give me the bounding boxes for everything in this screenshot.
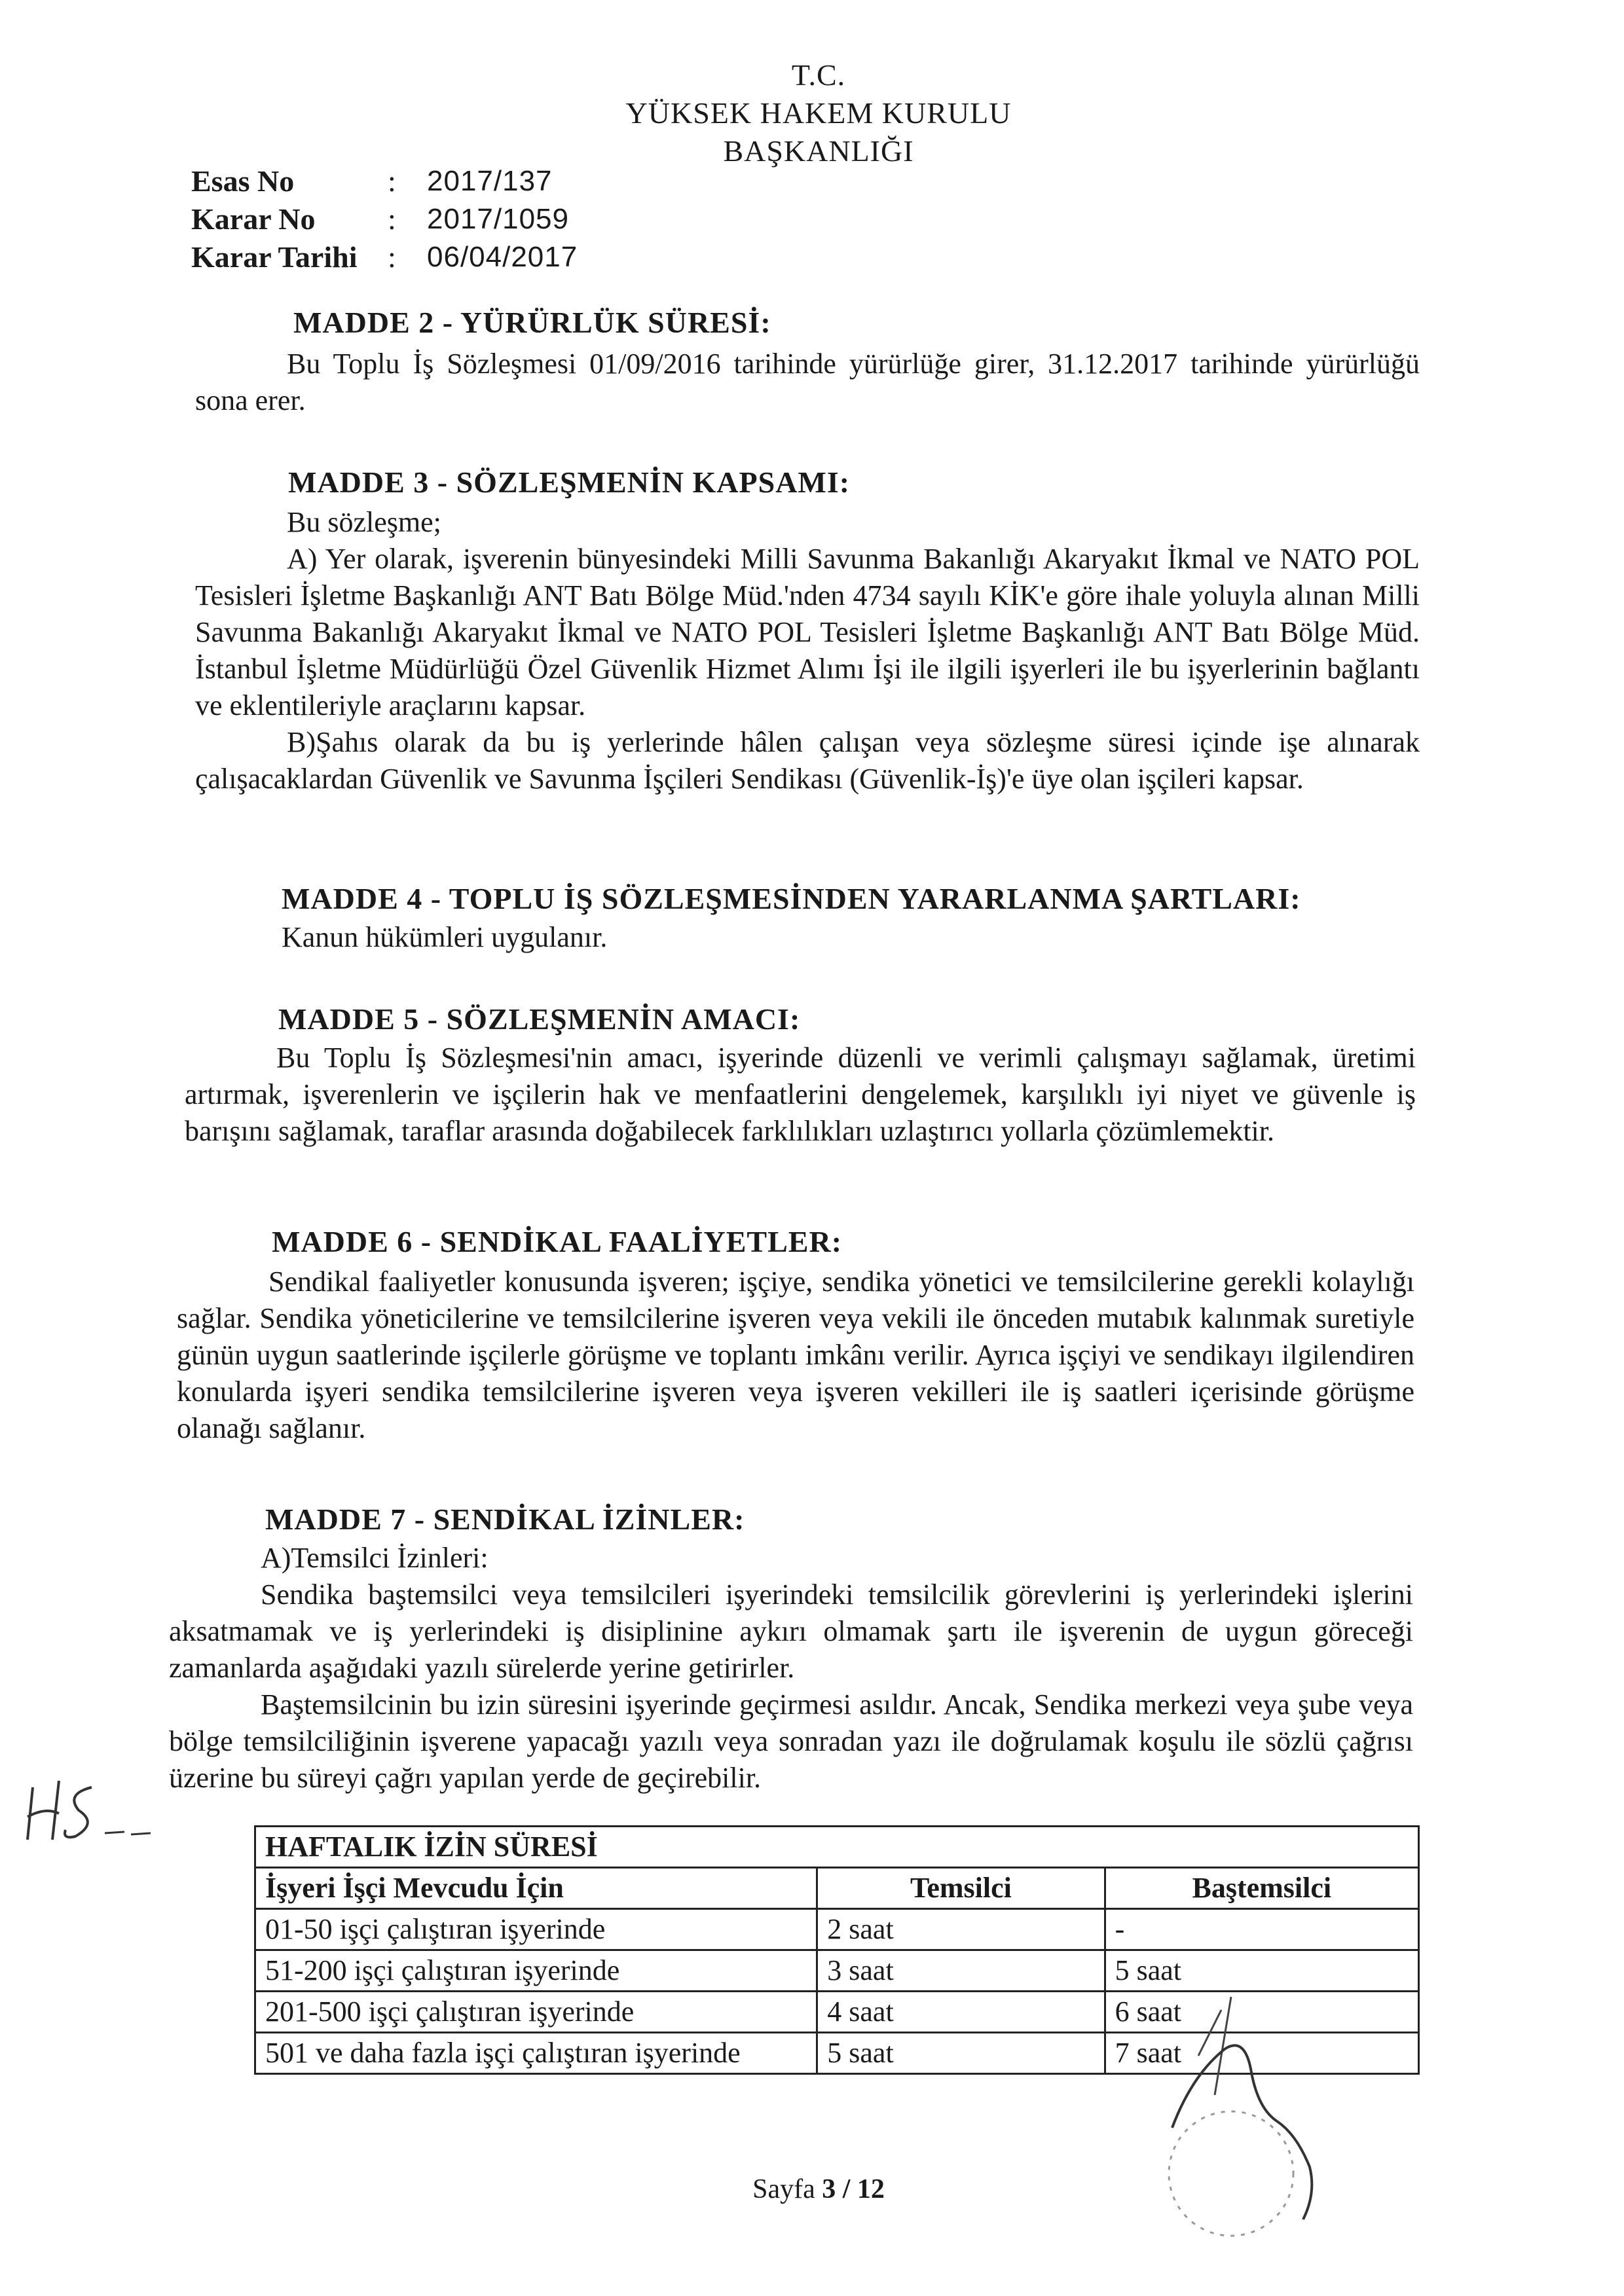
table-cell: -: [1105, 1909, 1418, 1950]
madde7-heading: MADDE 7 - SENDİKAL İZİNLER:: [265, 1503, 745, 1536]
table-title-row: [255, 1827, 1419, 1868]
madde3-clause-b: B)Şahıs olarak da bu iş yerlerinde hâlen çalışan veya sözleşme süresi içinde işe alınarak çalışacaklardan Güvenlik ve Savunma İşçileri Sendikası (Güvenlik-İş)'e üye olan işçileri kapsar.: [195, 726, 1420, 795]
header-presidency: BAŞKANLIĞI: [723, 134, 914, 168]
page-total: 12: [857, 2174, 885, 2204]
madde3-intro: Bu sözleşme;: [287, 506, 441, 538]
madde2-heading: MADDE 2 - YÜRÜRLÜK SÜRESİ:: [293, 306, 771, 339]
madde4-heading: MADDE 4 - TOPLU İŞ SÖZLEŞMESİNDEN YARARLANMA ŞARTLARI:: [282, 882, 1301, 915]
karar-label: Karar No: [191, 202, 316, 236]
colon: :: [388, 164, 396, 198]
header-tc: T.C.: [791, 58, 846, 92]
esas-value: 2017/137: [427, 165, 553, 197]
madde7-body: [169, 1540, 1413, 1796]
table-cell: 01-50 işçi çalıştıran işyerinde: [255, 1909, 817, 1950]
esas-row: [191, 162, 578, 200]
page-separator: /: [842, 2174, 851, 2204]
column-header: Temsilci: [817, 1868, 1105, 1909]
handwritten-initials-signature: [13, 1761, 157, 1853]
table-cell: 501 ve daha fazla işçi çalıştıran işyerinde: [255, 2033, 817, 2074]
madde7-paragraph-1: Sendika baştemsilci veya temsilcileri işyerindeki temsilcilik görevlerini iş yerlerindeki işlerini aksatmamak ve iş yerlerindeki iş disiplinine aykırı olmamak şartı ile işverenin de uygun göreceği zamanlarda aşağıdaki yazılı sürelerde yerine getirirler.: [169, 1578, 1413, 1684]
table-cell: 2 saat: [817, 1909, 1105, 1950]
karar-value: 2017/1059: [427, 203, 569, 235]
tarih-row: [191, 238, 578, 276]
table-cell: 5 saat: [817, 2033, 1105, 2074]
madde3-clause-a: A) Yer olarak, işverenin bünyesindeki Milli Savunma Bakanlığı Akaryakıt İkmal ve NATO POL Tesisleri İşletme Başkanlığı ANT Batı Bölge Müd.'nden 4734 sayılı KİK'e göre ihale yoluyla alınan Milli Savunma Bakanlığı Akaryakıt İkmal ve NATO POL Tesisleri İşletme Başkanlığı ANT Batı Bölge Müd. İstanbul İşletme Müdürlüğü Özel Güvenlik Hizmet Alımı İşi ile ilgili işyerleri ile bu işyerlerinin bağlantı ve eklentileriyle araçlarını kapsar.: [195, 543, 1420, 721]
madde6-body: [177, 1264, 1414, 1447]
page-number: [688, 2174, 950, 2205]
table-row: [255, 1950, 1419, 1992]
table-row: [255, 1909, 1419, 1950]
esas-label: Esas No: [191, 164, 295, 198]
table-cell: 5 saat: [1105, 1950, 1418, 1992]
table-cell: 7 saat: [1105, 2033, 1418, 2074]
case-metadata: [191, 162, 578, 276]
table-cell: 4 saat: [817, 1992, 1105, 2033]
madde5-paragraph: Bu Toplu İş Sözleşmesi'nin amacı, işyerinde düzenli ve verimli çalışmayı sağlamak, üretimi artırmak, işverenlerin ve işçilerin hak ve menfaatlerini dengelemek, karşılıklı iyi niyet ve güvenle iş barışını sağlamak, taraflar arasında doğabilecek farklılıkları uzlaştırıcı yollarla çözümlemektir.: [185, 1042, 1416, 1147]
madde4-text: Kanun hükümleri uygulanır.: [282, 921, 608, 953]
table-cell: 6 saat: [1105, 1992, 1418, 2033]
signature-stamp-mark: [1153, 1997, 1428, 2272]
madde7-paragraph-2: Baştemsilcinin bu izin süresini işyerinde geçirmesi asıldır. Ancak, Sendika merkezi veya şube veya bölge temsilciliğinin işverene yapacağı yazılı veya sonradan yazı ile doğrulamak koşulu ile sözlü çağrısı üzerine bu süreyi çağrı yapılan yerde de geçirebilir.: [169, 1688, 1413, 1794]
page-prefix: Sayfa: [752, 2174, 815, 2204]
table-header-row: [255, 1868, 1419, 1909]
table-cell: 3 saat: [817, 1950, 1105, 1992]
madde3-body: [195, 504, 1420, 797]
karar-row: [191, 200, 578, 238]
madde3-heading: MADDE 3 - SÖZLEŞMENİN KAPSAMI:: [288, 465, 851, 499]
tarih-label: Karar Tarihi: [191, 240, 358, 274]
colon: :: [388, 240, 396, 274]
page-current: 3: [822, 2174, 836, 2204]
table-title: HAFTALIK İZİN SÜRESİ: [255, 1827, 1419, 1868]
madde2-text: [195, 346, 1420, 419]
tarih-value: 06/04/2017: [427, 241, 578, 273]
madde7-subheading: A)Temsilci İzinleri:: [261, 1542, 489, 1574]
madde6-paragraph: Sendikal faaliyetler konusunda işveren; işçiye, sendika yönetici ve temsilcilerine gerekli kolaylığı sağlar. Sendika yöneticilerine ve temsilcilerine işveren veya vekili ile önceden mutabık kalınmak suretiyle günün uygun saatlerinde işçilerle görüşme ve toplantı imkânı verilir. Ayrıca işçiyi ve sendikayı ilgilendiren konularda işyeri sendika temsilcilerine işveren veya işveren vekilleri ile iş saatleri içerisinde görüşme olanağı sağlanır.: [177, 1266, 1414, 1444]
column-header: Baştemsilci: [1105, 1868, 1418, 1909]
madde5-body: [185, 1040, 1416, 1150]
madde2-paragraph: Bu Toplu İş Sözleşmesi 01/09/2016 tarihinde yürürlüğe girer, 31.12.2017 tarihinde yürürlüğü sona erer.: [195, 348, 1420, 416]
table-cell: 201-500 işçi çalıştıran işyerinde: [255, 1992, 817, 2033]
table-cell: 51-200 işçi çalıştıran işyerinde: [255, 1950, 817, 1992]
madde5-heading: MADDE 5 - SÖZLEŞMENİN AMACI:: [278, 1002, 801, 1036]
colon: :: [388, 202, 396, 236]
header-institution: YÜKSEK HAKEM KURULU: [625, 96, 1012, 130]
madde6-heading: MADDE 6 - SENDİKAL FAALİYETLER:: [272, 1225, 843, 1258]
column-header: İşyeri İşçi Mevcudu İçin: [255, 1868, 817, 1909]
